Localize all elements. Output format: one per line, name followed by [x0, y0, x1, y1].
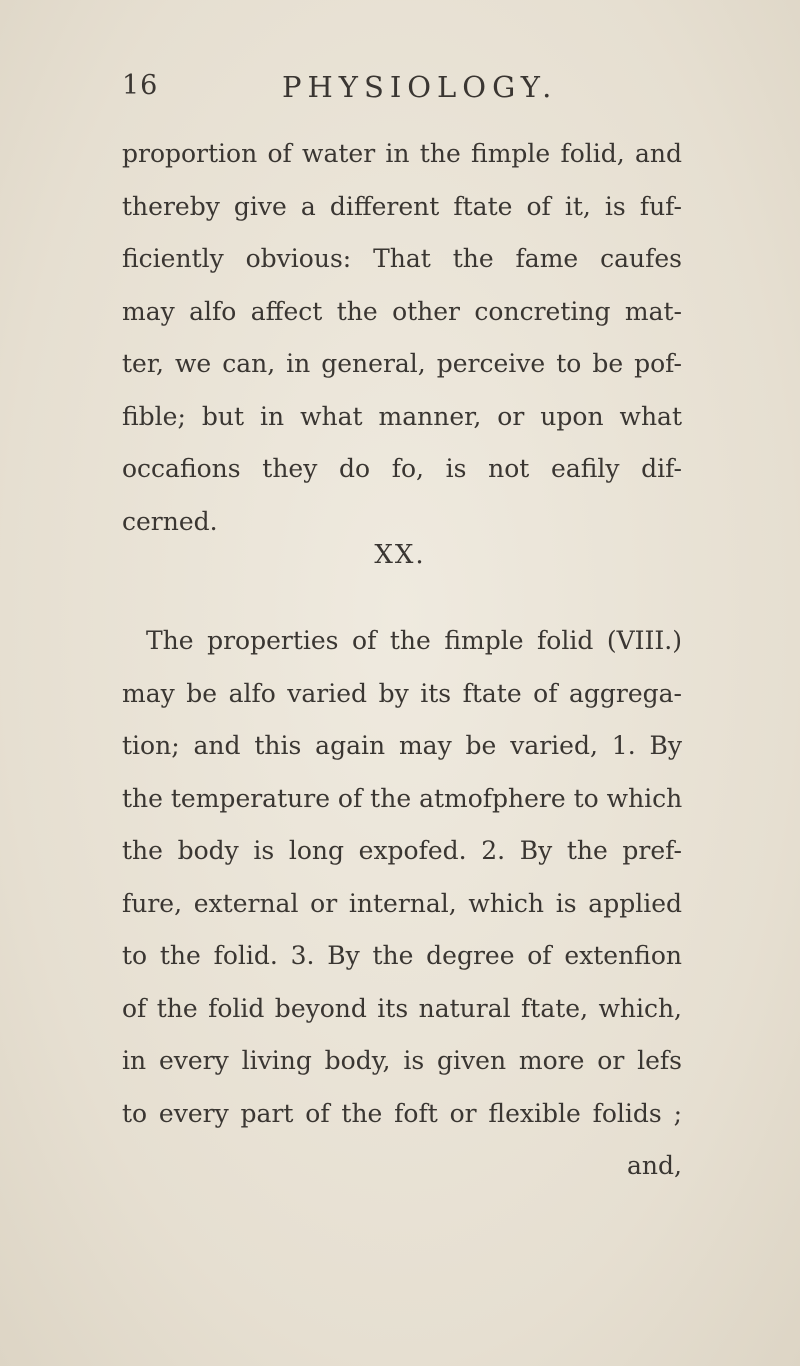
- text-line: fible; but in what manner, or upon what: [122, 401, 682, 431]
- paragraph-2: [122, 615, 682, 1193]
- page-number: 16: [122, 70, 159, 101]
- text-line: of the folid beyond its natural ftate, which,: [122, 993, 682, 1023]
- running-title: PHYSIOLOGY.: [282, 70, 558, 104]
- text-line: thereby give a different ftate of it, is fuf-: [122, 191, 682, 221]
- text-line: ficiently obvious: That the fame caufes: [122, 244, 682, 273]
- text-line: may be alfo varied by its ftate of aggrega-: [122, 678, 682, 708]
- running-head: [122, 70, 682, 110]
- section-number: XX.: [374, 540, 426, 570]
- text-line: the temperature of the atmofphere to which: [122, 783, 683, 813]
- text-line: The properties of the fimple folid (VIII.): [146, 626, 682, 655]
- catchword: and,: [627, 1151, 682, 1180]
- text-line: the body is long expofed. 2. By the pref-: [122, 836, 682, 865]
- text-line: to every part of the foft or flexible folids ;: [122, 1098, 682, 1128]
- text-line: fure, external or internal, which is applied: [122, 888, 682, 918]
- paragraph-1: [122, 128, 682, 548]
- text-line: tion; and this again may be varied, 1. By: [122, 731, 682, 760]
- text-line: may alfo affect the other concreting mat-: [122, 296, 682, 326]
- text-line: to the folid. 3. By the degree of extenfion: [122, 941, 682, 970]
- text-line: ter, we can, in general, perceive to be pof-: [122, 349, 682, 378]
- text-line: in every living body, is given more or lefs: [122, 1046, 682, 1075]
- text-line: cerned.: [122, 506, 218, 536]
- text-line: occafions they do fo, is not eafily dif-: [122, 454, 682, 483]
- text-line: proportion of water in the fimple folid, and: [122, 139, 682, 168]
